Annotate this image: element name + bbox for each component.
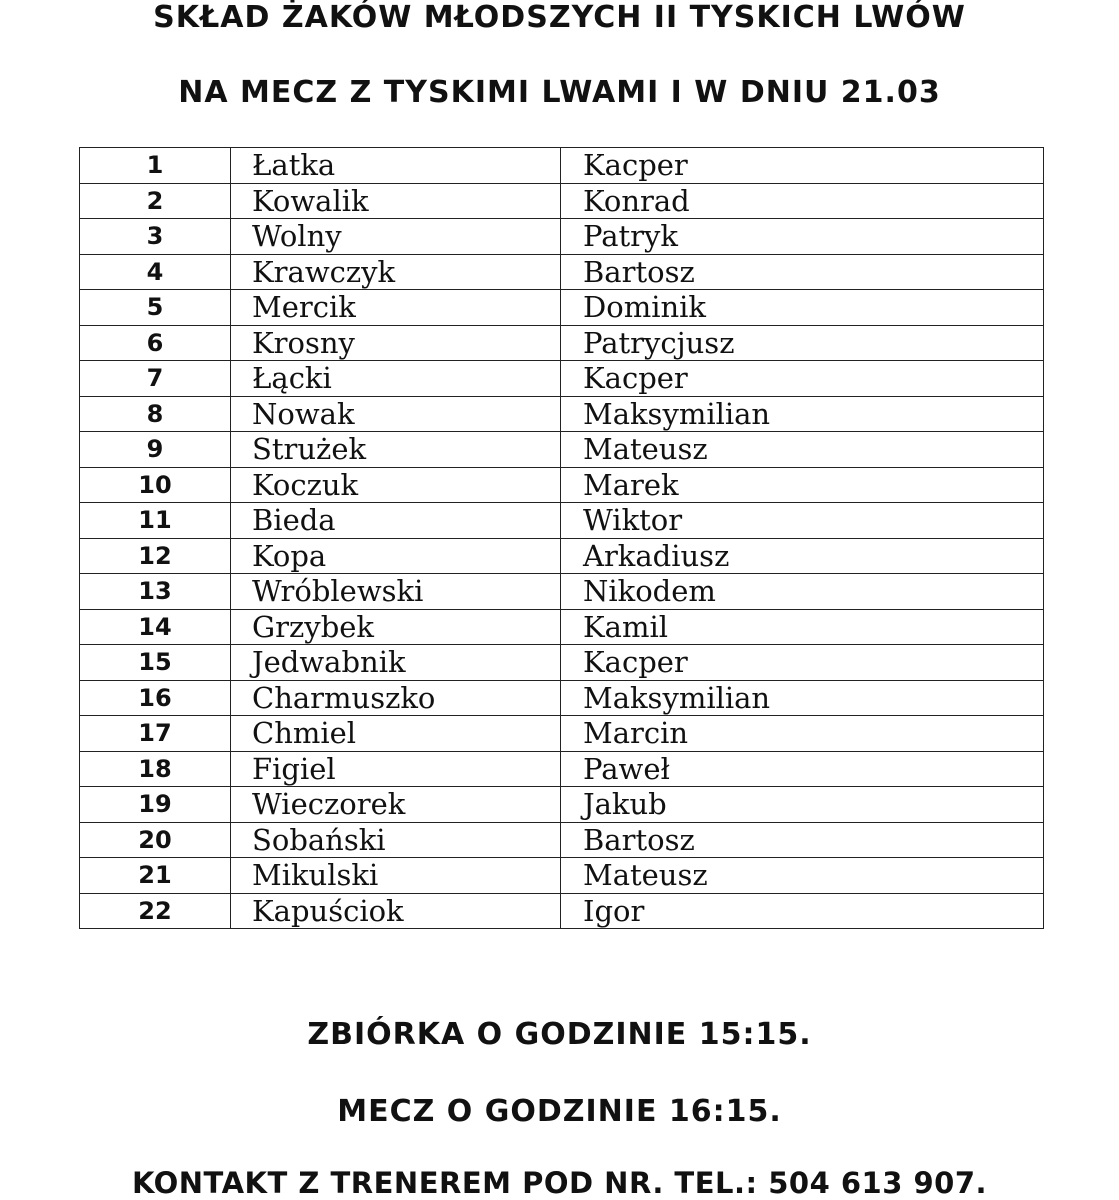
table-row: [80, 290, 1044, 326]
player-number: 16: [80, 680, 231, 716]
player-last-name: Kapuściok: [231, 893, 561, 929]
roster-table-body: [80, 148, 1044, 929]
player-last-name: Łatka: [231, 148, 561, 184]
table-row: [80, 858, 1044, 894]
player-number: 1: [80, 148, 231, 184]
player-last-name: Wróblewski: [231, 574, 561, 610]
player-first-name: Nikodem: [561, 574, 1044, 610]
document-title: SKŁAD ŻAKÓW MŁODSZYCH II TYSKICH LWÓW: [153, 0, 966, 35]
player-number: 9: [80, 432, 231, 468]
player-first-name: Patryk: [561, 219, 1044, 255]
table-row: [80, 574, 1044, 610]
player-first-name: Kacper: [561, 148, 1044, 184]
match-time: MECZ O GODZINIE 16:15.: [337, 1094, 782, 1129]
table-row: [80, 325, 1044, 361]
player-first-name: Kamil: [561, 609, 1044, 645]
table-row: [80, 432, 1044, 468]
player-last-name: Wieczorek: [231, 787, 561, 823]
player-number: 21: [80, 858, 231, 894]
player-last-name: Kowalik: [231, 183, 561, 219]
table-row: [80, 822, 1044, 858]
player-number: 19: [80, 787, 231, 823]
table-row: [80, 609, 1044, 645]
player-number: 5: [80, 290, 231, 326]
player-first-name: Jakub: [561, 787, 1044, 823]
player-last-name: Strużek: [231, 432, 561, 468]
player-number: 4: [80, 254, 231, 290]
assembly-time: ZBIÓRKA O GODZINIE 15:15.: [307, 1017, 812, 1052]
table-row: [80, 467, 1044, 503]
player-number: 12: [80, 538, 231, 574]
player-first-name: Maksymilian: [561, 680, 1044, 716]
player-first-name: Mateusz: [561, 432, 1044, 468]
player-number: 7: [80, 361, 231, 397]
player-first-name: Bartosz: [561, 254, 1044, 290]
table-row: [80, 148, 1044, 184]
table-row: [80, 680, 1044, 716]
player-number: 10: [80, 467, 231, 503]
player-last-name: Mercik: [231, 290, 561, 326]
table-row: [80, 219, 1044, 255]
player-last-name: Kopa: [231, 538, 561, 574]
player-number: 18: [80, 751, 231, 787]
player-first-name: Kacper: [561, 645, 1044, 681]
player-last-name: Figiel: [231, 751, 561, 787]
player-number: 20: [80, 822, 231, 858]
player-number: 15: [80, 645, 231, 681]
player-first-name: Paweł: [561, 751, 1044, 787]
player-last-name: Koczuk: [231, 467, 561, 503]
player-last-name: Charmuszko: [231, 680, 561, 716]
player-last-name: Krawczyk: [231, 254, 561, 290]
player-first-name: Patrycjusz: [561, 325, 1044, 361]
player-last-name: Krosny: [231, 325, 561, 361]
player-number: 13: [80, 574, 231, 610]
player-last-name: Wolny: [231, 219, 561, 255]
player-first-name: Igor: [561, 893, 1044, 929]
player-first-name: Maksymilian: [561, 396, 1044, 432]
player-first-name: Mateusz: [561, 858, 1044, 894]
player-last-name: Łącki: [231, 361, 561, 397]
player-number: 14: [80, 609, 231, 645]
player-first-name: Bartosz: [561, 822, 1044, 858]
player-number: 2: [80, 183, 231, 219]
document-subtitle: NA MECZ Z TYSKIMI LWAMI I W DNIU 21.03: [178, 75, 941, 110]
table-row: [80, 645, 1044, 681]
player-first-name: Marek: [561, 467, 1044, 503]
player-last-name: Grzybek: [231, 609, 561, 645]
player-last-name: Nowak: [231, 396, 561, 432]
table-row: [80, 716, 1044, 752]
table-row: [80, 396, 1044, 432]
player-last-name: Mikulski: [231, 858, 561, 894]
player-first-name: Wiktor: [561, 503, 1044, 539]
table-row: [80, 787, 1044, 823]
table-row: [80, 503, 1044, 539]
player-last-name: Chmiel: [231, 716, 561, 752]
player-first-name: Dominik: [561, 290, 1044, 326]
player-number: 11: [80, 503, 231, 539]
player-number: 6: [80, 325, 231, 361]
player-last-name: Sobański: [231, 822, 561, 858]
player-number: 3: [80, 219, 231, 255]
table-row: [80, 893, 1044, 929]
player-first-name: Marcin: [561, 716, 1044, 752]
roster-table: [79, 147, 1044, 929]
table-row: [80, 183, 1044, 219]
player-number: 17: [80, 716, 231, 752]
table-row: [80, 254, 1044, 290]
table-row: [80, 538, 1044, 574]
player-first-name: Konrad: [561, 183, 1044, 219]
player-number: 22: [80, 893, 231, 929]
player-last-name: Bieda: [231, 503, 561, 539]
player-last-name: Jedwabnik: [231, 645, 561, 681]
coach-contact: KONTAKT Z TRENEREM POD NR. TEL.: 504 613 907.: [131, 1166, 988, 1200]
player-number: 8: [80, 396, 231, 432]
table-row: [80, 751, 1044, 787]
player-first-name: Arkadiusz: [561, 538, 1044, 574]
table-row: [80, 361, 1044, 397]
player-first-name: Kacper: [561, 361, 1044, 397]
